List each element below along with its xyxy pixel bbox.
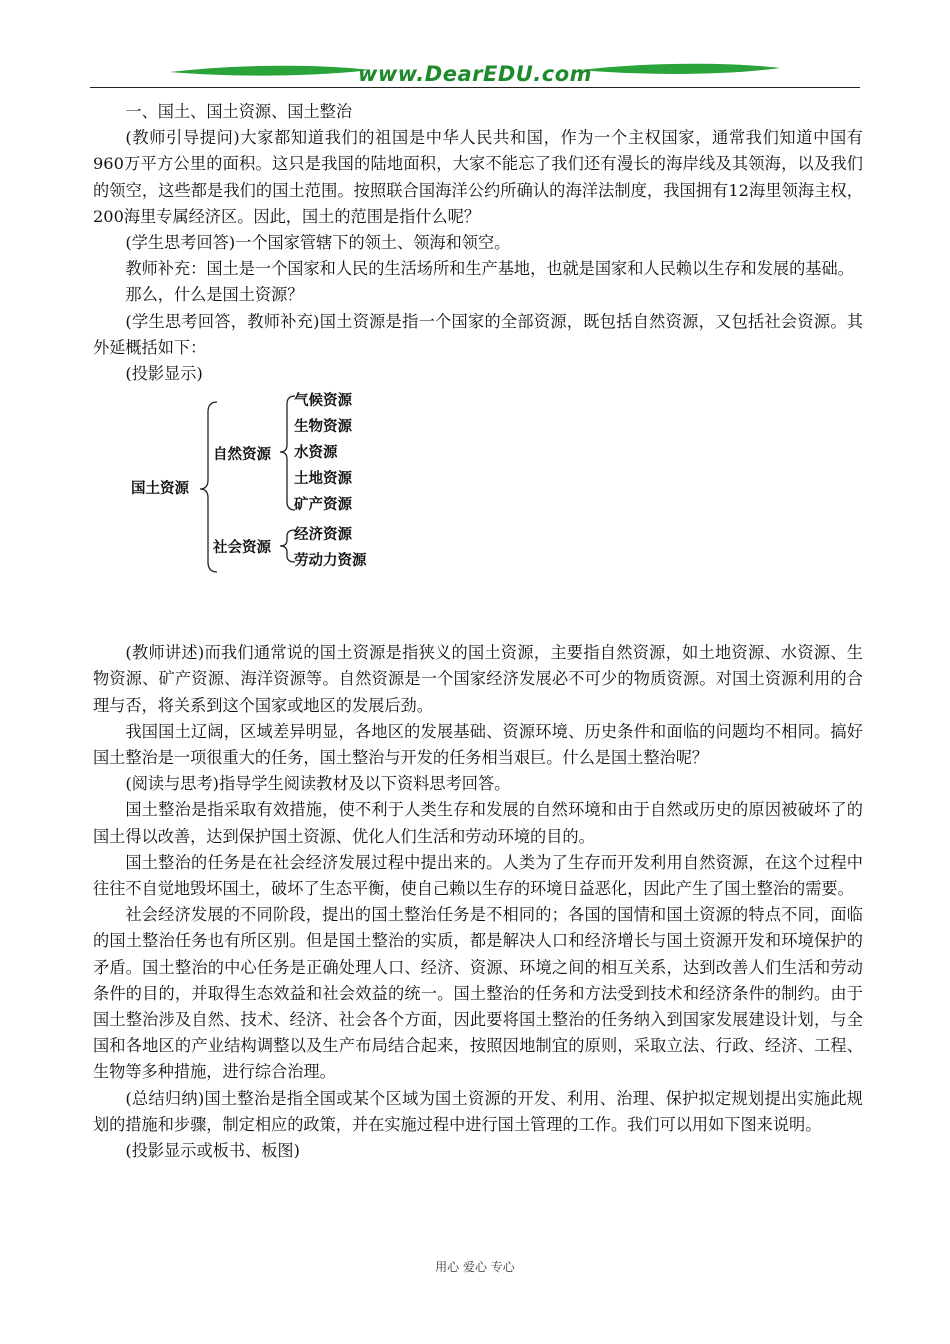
tree-leaf: 劳动力资源 [294,553,367,570]
tree-root: 国土资源 [131,481,189,498]
tree-leaf: 水资源 [294,445,338,462]
paragraph: 教师补充：国土是一个国家和人民的生活场所和生产基地，也就是国家和人民赖以生存和发展的基础。 [125,259,854,279]
tree-leaf: 土地资源 [294,471,352,488]
tree-leaf: 生物资源 [294,419,352,436]
paragraph: 国土整治的任务是在社会经济发展过程中提出来的。人类为了生存而开发利用自然资源，在这个过程中往往不自觉地毁坏国土，破坏了生态平衡，使自己赖以生存的环境日益恶化，因此产生了国土整治的需要。 [93,852,863,899]
tree-leaf: 矿产资源 [294,497,352,514]
paragraph: (阅读与思考)指导学生阅读教材及以下资料思考回答。 [125,774,511,794]
section-heading: 一、国土、国土资源、国土整治 [125,102,353,121]
paragraph: (学生思考回答)一个国家管辖下的领土、领海和领空。 [125,233,511,253]
paragraph: (教师引导提问)大家都知道我们的祖国是中华人民共和国，作为一个主权国家，通常我们知道中国有960万平方公里的面积。这只是我国的陆地面积，大家不能忘了我们还有漫长的海岸线及其领海，以及我们的领空，这些都是我们的国土范围。按照联合国海洋公约所确认的海洋法制度，我国拥有12海里领海主权，200海里专属经济区。因此，国土的范围是指什么呢？ [93,128,863,226]
header-rule [90,87,860,88]
tree-branch: 自然资源 [213,447,271,464]
paragraph: (投影显示) [125,364,203,384]
tree-leaf: 气候资源 [294,393,352,410]
paragraph: (教师讲述)而我们通常说的国土资源是指狭义的国土资源，主要指自然资源，如土地资源、水资源、生物资源、矿产资源、海洋资源等。自然资源是一个国家经济发展必不可少的物质资源。对国土资源利用的合理与否，将关系到这个国家或地区的发展后劲。 [93,643,863,715]
paragraph: (学生思考回答，教师补充)国土资源是指一个国家的全部资源，既包括自然资源，又包括社会资源。其外延概括如下： [93,311,863,357]
document-body [93,99,863,1164]
paragraph: (投影显示或板书、板图) [125,1141,300,1161]
paragraph: 社会经济发展的不同阶段，提出的国土整治任务是不相同的；各国的国情和国土资源的特点不同，面临的国土整治任务也有所区别。但是国土整治的实质，都是解决人口和经济增长与国土资源开发和环境保护的矛盾。国土整治的中心任务是正确处理人口、经济、资源、环境之间的相互关系，达到改善人们生活和劳动条件的目的，并取得生态效益和社会效益的统一。国土整治的任务和方法受到技术和经济条件的制约。由于国土整治涉及自然、技术、经济、社会各个方面，因此要将国土整治的任务纳入到国家发展建设计划，与全国和各地区的产业结构调整以及生产布局结合起来，按照因地制宜的原则，采取立法、行政、经济、工程、生物等多种措施，进行综合治理。 [93,905,863,1082]
resource-tree-diagram [93,390,863,626]
paragraph: 国土整治是指采取有效措施，使不利于人类生存和发展的自然环境和由于自然或历史的原因被破坏了的国土得以改善，达到保护国土资源、优化人们生活和劳动环境的目的。 [93,800,863,846]
paragraph: 那么，什么是国土资源？ [125,285,304,305]
tree-branch: 社会资源 [213,540,271,557]
page-footer: 用心 爱心 专心 [435,1260,515,1274]
paragraph: 我国国土辽阔，区域差异明显，各地区的发展基础、资源环境、历史条件和面临的问题均不相同。搞好国土整治是一项很重大的任务，国土整治与开发的任务相当艰巨。什么是国土整治呢？ [93,721,863,768]
site-logo-text: www.DearEDU.com [357,62,593,86]
tree-leaf: 经济资源 [294,527,352,544]
paragraph: (总结归纳)国土整治是指全国或某个区域为国土资源的开发、利用、治理、保护拟定规划提出实施此规划的措施和步骤，制定相应的政策，并在实施过程中进行国土管理的工作。我们可以用如下图来说明。 [93,1088,863,1134]
site-header [90,56,860,96]
